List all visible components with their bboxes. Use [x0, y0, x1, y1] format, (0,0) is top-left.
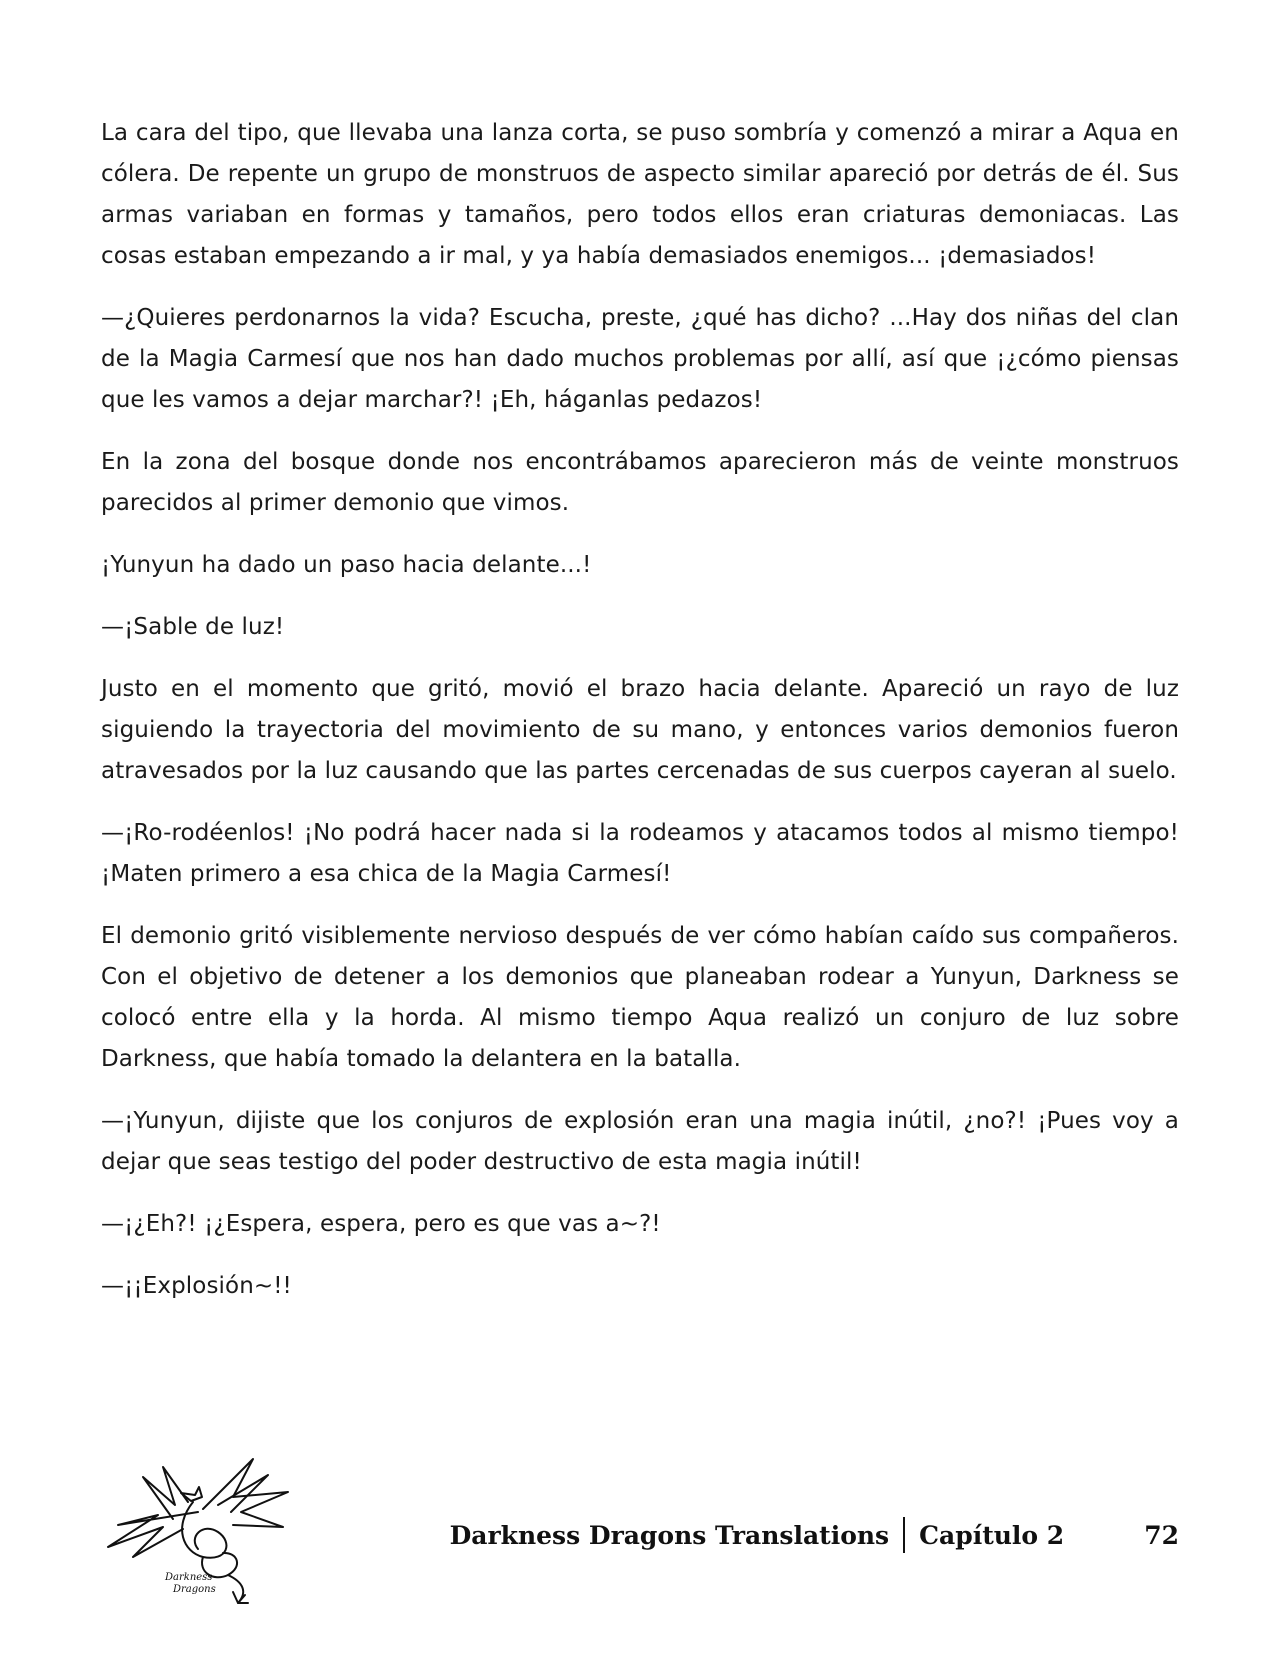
paragraph: ¡Yunyun ha dado un paso hacia delante...! [101, 552, 592, 578]
dragon-logo-icon [103, 1457, 298, 1605]
paragraph: —¡Yunyun, dijiste que los conjuros de explosión eran una magia inútil, ¿no?! ¡Pues voy a dejar que seas testigo del poder destructivo de esta magia inútil! [101, 1108, 1179, 1175]
paragraph: —¡¡Explosión~!! [101, 1273, 292, 1299]
page-footer [0, 1455, 1280, 1605]
footer-divider [903, 1517, 905, 1553]
logo-text: Darkness [165, 1572, 213, 1583]
paragraph: —¿Quieres perdonarnos la vida? Escucha, preste, ¿qué has dicho? ...Hay dos niñas del clan de la Magia Carmesí que nos han dado muchos problemas por allí, así que ¡¿cómo piensas que les vamos a dejar marchar?! ¡Eh, háganlas pedazos! [101, 305, 1179, 413]
chapter-label: Capítulo 2 [919, 1520, 1065, 1550]
logo-text: Dragons [173, 1584, 216, 1595]
paragraph: —¡Sable de luz! [101, 614, 285, 640]
page-number: 72 [1144, 1520, 1179, 1550]
paragraph: —¡¿Eh?! ¡¿Espera, espera, pero es que vas a~?! [101, 1211, 661, 1237]
footer-title [450, 1515, 1179, 1555]
paragraph: En la zona del bosque donde nos encontrábamos aparecieron más de veinte monstruos parecidos al primer demonio que vimos. [101, 449, 1179, 516]
paragraph: La cara del tipo, que llevaba una lanza corta, se puso sombría y comenzó a mirar a Aqua en cólera. De repente un grupo de monstruos de aspecto similar apareció por detrás de él. Sus armas variaban en formas y tamaños, pero todos ellos eran criaturas demoniacas. Las cosas estaban empezando a ir mal, y ya había demasiados enemigos... ¡demasiados! [101, 120, 1179, 269]
paragraph: Justo en el momento que gritó, movió el brazo hacia delante. Apareció un rayo de luz siguiendo la trayectoria del movimiento de su mano, y entonces varios demonios fueron atravesados por la luz causando que las partes cercenadas de sus cuerpos cayeran al suelo. [101, 676, 1179, 784]
paragraph: —¡Ro-rodéenlos! ¡No podrá hacer nada si la rodeamos y atacamos todos al mismo tiempo! ¡Maten primero a esa chica de la Magia Carmesí! [101, 820, 1179, 887]
translation-group: Darkness Dragons Translations [449, 1520, 890, 1550]
chapter-body [101, 113, 1179, 1328]
paragraph: El demonio gritó visiblemente nervioso después de ver cómo habían caído sus compañeros. Con el objetivo de detener a los demonios que planeaban rodear a Yunyun, Darkness se colocó entre ella y la horda. Al mismo tiempo Aqua realizó un conjuro de luz sobre Darkness, que había tomado la delantera en la batalla. [101, 923, 1179, 1072]
